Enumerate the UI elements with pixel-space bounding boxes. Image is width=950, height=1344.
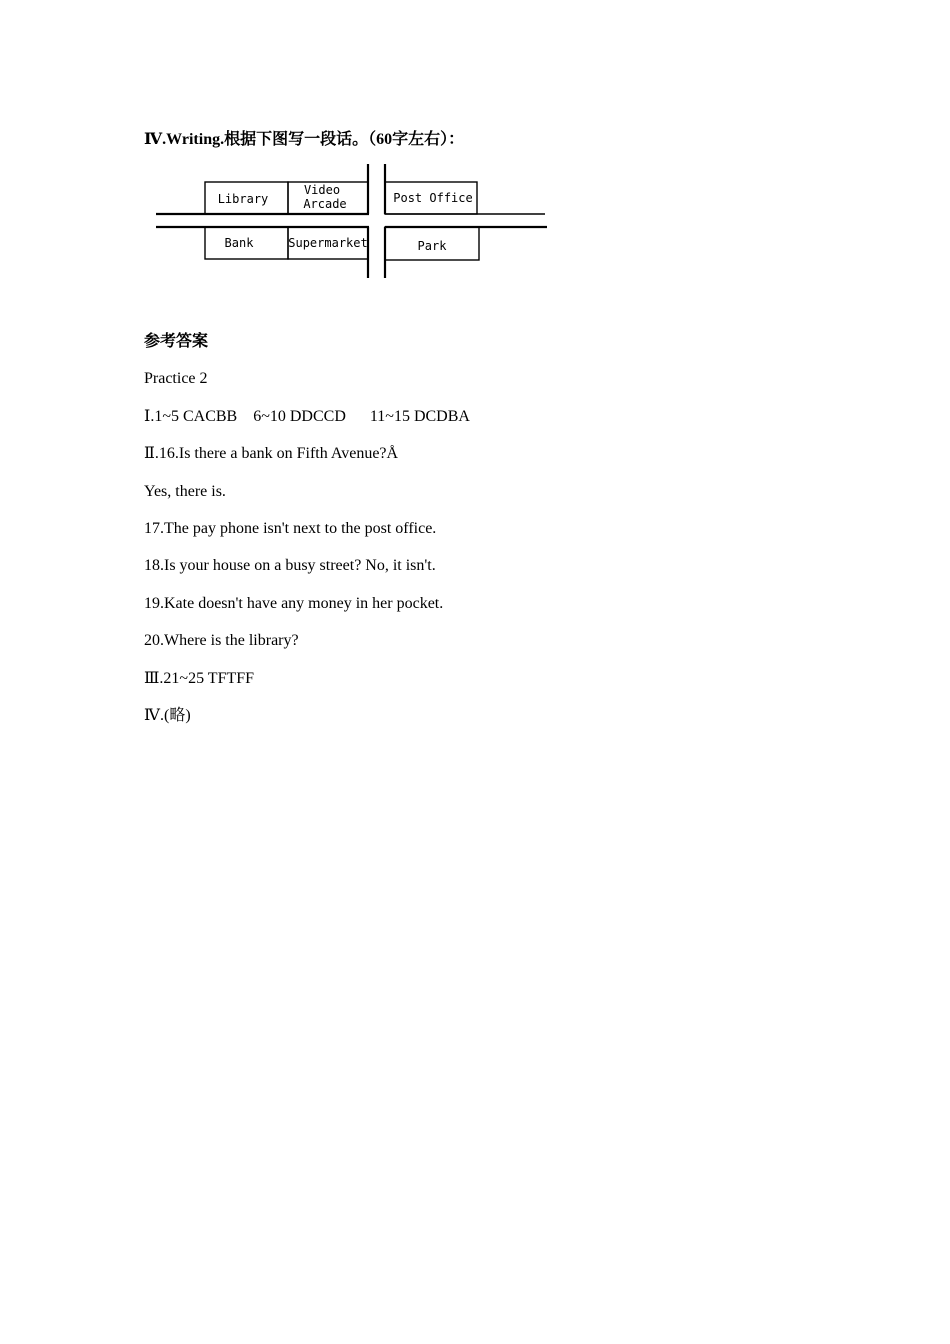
bank-building [205,227,288,259]
section2-q18: 18.Is your house on a busy street? No, it isn't. [144,557,436,575]
writing-section-heading: Ⅳ.Writing.根据下图写一段话。（60字左右）： [144,131,465,148]
bank-label: Bank [224,236,254,250]
answer-key [144,323,470,734]
supermarket-label: Supermarket [288,236,368,250]
video-arcade-label-line1: Video [303,183,341,197]
library-building [205,182,288,214]
park-label: Park [417,239,447,253]
section4-answers: Ⅳ.(略) [144,706,191,724]
answer-key-title: 参考答案 [144,333,209,350]
section3-answers: Ⅲ.21~25 TFTFF [144,669,255,687]
section2-q19: 19.Kate doesn't have any money in her pocket. [144,594,444,612]
section2-q16: Ⅱ.16.Is there a bank on Fifth Avenue?Å [144,445,399,463]
park-building [385,227,479,260]
video-arcade-label-line2: Arcade [303,197,347,211]
library-label: Library [217,192,269,206]
street-map-diagram [150,160,554,284]
section2-q20: 20.Where is the library? [144,632,299,650]
section1-answers: Ⅰ.1~5 CACBB 6~10 DDCCD 11~15 DCDBA [144,407,470,425]
practice-label: Practice 2 [144,370,208,388]
section2-q17: 17.The pay phone isn't next to the post office. [144,519,437,537]
supermarket-building [288,227,368,259]
post-office-building [385,182,477,214]
section2-q16-answer: Yes, there is. [144,482,226,500]
video-arcade-building [288,182,368,214]
post-office-label: Post Office [393,191,473,205]
